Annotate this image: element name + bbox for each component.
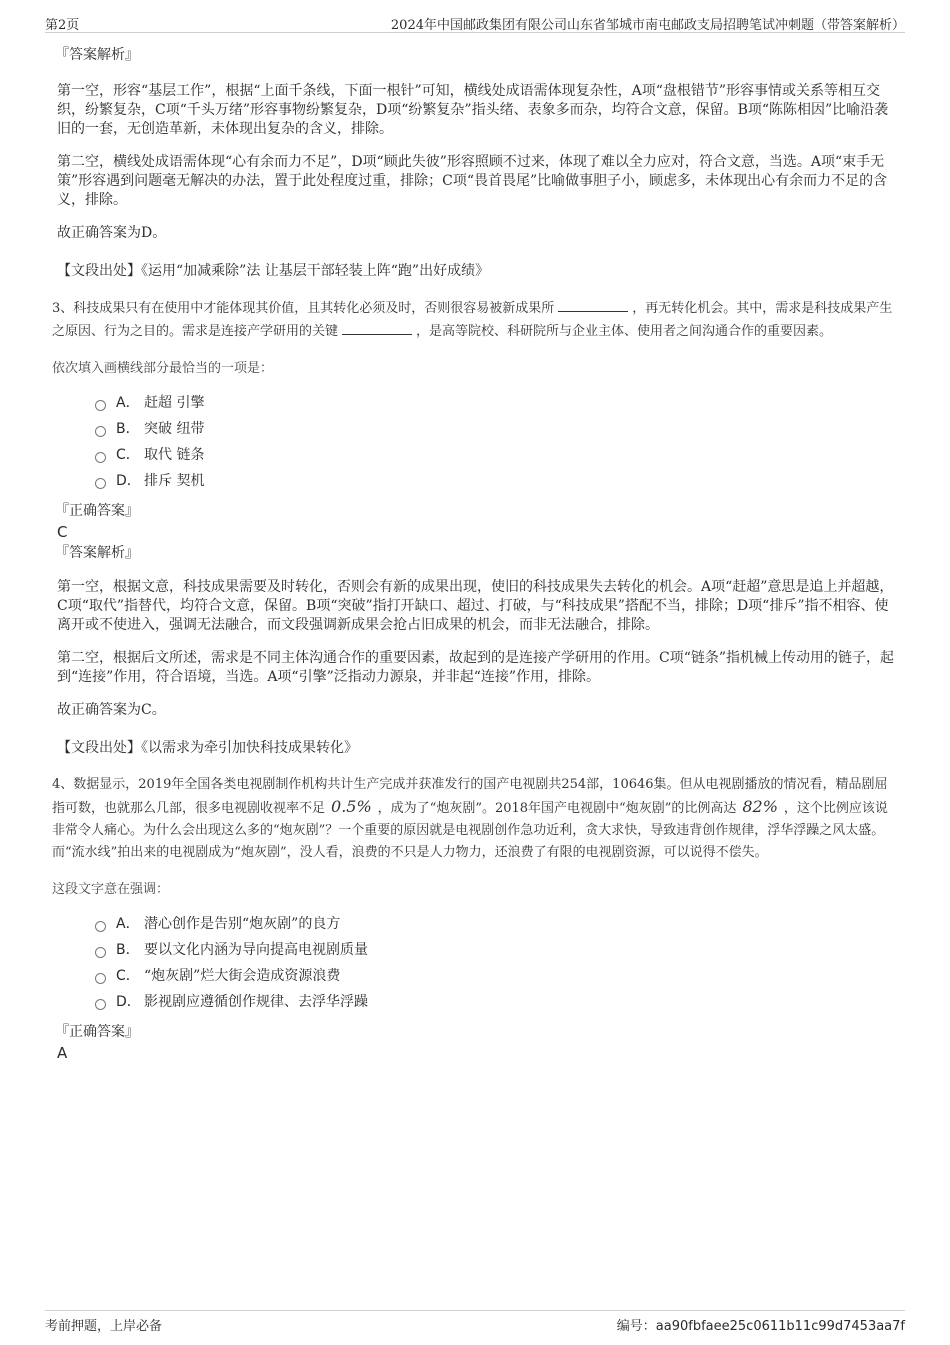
option-d[interactable]: D． 排斥 契机 — [95, 468, 895, 494]
conclusion: 故正确答案为D。 — [57, 225, 167, 241]
question-prompt: 依次填入画横线部分最恰当的一项是： — [52, 361, 274, 376]
radio-icon[interactable] — [95, 921, 106, 932]
analysis-tag: 『答案解析』 — [55, 545, 139, 561]
analysis-paragraph: 第二空，根据后文所述，需求是不同主体沟通合作的重要因素，故起到的是连接产学研用的作用。C项“链条”指机械上传动用的链子，起到“连接”作用，符合语境，当选。A项“引擎”泛指动力源泉，并非起“连接”作用，排除。 — [57, 650, 895, 685]
question-prompt: 这段文字意在强调： — [52, 882, 170, 897]
source-citation: 【文段出处】《运用“加减乘除”法 让基层干部轻装上阵“跑”出好成绩》 — [57, 263, 490, 279]
analysis-paragraph: 第一空，形容“基层工作”，根据“上面千条线，下面一根针”可知，横线处成语需体现复杂性，A项“盘根错节”形容事情或关系等相互交织，纷繁复杂，C项“千头万绪”形容事物纷繁复杂，D项“纷繁复杂”指头绪、表象多而杂，均符合文意，保留。B项“陈陈相因”比喻沿袭旧的一套，无创造革新，未体现出复杂的含义，排除。 — [57, 83, 889, 137]
radio-icon[interactable] — [95, 400, 106, 411]
option-d[interactable]: D． 影视剧应遵循创作规律、去浮华浮躁 — [95, 989, 895, 1015]
correct-answer-tag: 『正确答案』 — [55, 503, 139, 519]
analysis-paragraph: 第二空，横线处成语需体现“心有余而力不足”，D项“顾此失彼”形容照顾不过来，体现了难以全力应对，符合文意，当选。A项“束手无策”形容遇到问题毫无解决的办法，置于此处程度过重，排除；C项“畏首畏尾”比喻做事胆子小，顾虑多，未体现出心有余而力不足的含义，排除。 — [57, 154, 888, 208]
question-stem — [52, 297, 895, 343]
option-a[interactable]: A． 潜心创作是告别“炮灰剧”的良方 — [95, 911, 895, 937]
correct-answer-tag: 『正确答案』 — [55, 1024, 139, 1040]
correct-answer: C — [57, 523, 68, 541]
correct-answer: A — [57, 1044, 68, 1062]
document-code: 编号：aa90fbfaee25c0611b11c99d7453aa7f — [616, 1319, 905, 1334]
percent-value: 82% — [742, 797, 778, 816]
radio-icon[interactable] — [95, 478, 106, 489]
option-b[interactable]: B． 突破 纽带 — [95, 416, 895, 442]
question-stem: 4、数据显示，2019年全国各类电视剧制作机构共计生产完成并获准发行的国产电视剧共254部，10646集。但从电视剧播放的情况看，精品剧屈指可数，也就那么几部，很多电视剧收视率不足 0.5% ，成为了“炮灰剧”。2018年国产电视剧中“炮灰剧”的比例高达 82% ，这个比例应该说非常令人痛心。为什么会出现这么多的“炮灰剧”？一个重要的原因就是电视剧创作急功近利，贪大求快，导致违背创作规律，浮华浮躁之风太盛。而“流水线”拍出来的电视剧成为“炮灰剧”，没人看，浪费的不只是人力物力，还浪费了有限的电视剧资源，可以说得不偿失。 — [52, 777, 888, 860]
option-a[interactable]: A． 赶超 引擎 — [95, 390, 895, 416]
page-footer — [45, 1310, 905, 1333]
conclusion: 故正确答案为C。 — [57, 702, 166, 718]
main-content — [52, 44, 895, 1063]
option-c[interactable]: C． “炮灰剧”烂大街会造成资源浪费 — [95, 963, 895, 989]
radio-icon[interactable] — [95, 452, 106, 463]
blank-line — [558, 297, 628, 312]
option-c[interactable]: C． 取代 链条 — [95, 442, 895, 468]
analysis-paragraph: 第一空，根据文意，科技成果需要及时转化，否则会有新的成果出现，使旧的科技成果失去转化的机会。A项“赶超”意思是追上并超越，C项“取代”指替代，均符合文意，保留。B项“突破”指打开缺口、超过、打破，与“科技成果”搭配不当，排除；D项“排斥”指不相容、使离开或不使进入，强调无法融合，而文段强调新成果会抢占旧成果的机会，而非无法融合，排除。 — [57, 579, 894, 633]
radio-icon[interactable] — [95, 973, 106, 984]
stem-text: ，是高等院校、科研院所与企业主体、使用者之间沟通合作的重要因素。 — [416, 324, 833, 339]
source-citation: 【文段出处】《以需求为牵引加快科技成果转化》 — [57, 740, 358, 756]
radio-icon[interactable] — [95, 999, 106, 1010]
option-list — [95, 911, 895, 1015]
radio-icon[interactable] — [95, 426, 106, 437]
analysis-tag: 『答案解析』 — [55, 47, 139, 63]
radio-icon[interactable] — [95, 947, 106, 958]
page-number: 第2页 — [45, 18, 80, 33]
percent-value: 0.5% — [331, 797, 372, 816]
blank-line — [342, 320, 412, 335]
stem-text: 3、科技成果只有在使用中才能体现其价值，且其转化必须及时，否则很容易被新成果所 — [52, 301, 555, 316]
document-title: 2024年中国邮政集团有限公司山东省邹城市南屯邮政支局招聘笔试冲刺题（带答案解析） — [390, 18, 905, 33]
stem-text: ，再无转化机会。其中，需求是科技成果产生之原因、行为之目的。需求是连接产学研用的关键 — [52, 301, 893, 339]
option-list — [95, 390, 895, 494]
page-header — [45, 12, 905, 33]
option-b[interactable]: B． 要以文化内涵为导向提高电视剧质量 — [95, 937, 895, 963]
footer-slogan: 考前押题，上岸必备 — [45, 1319, 163, 1334]
